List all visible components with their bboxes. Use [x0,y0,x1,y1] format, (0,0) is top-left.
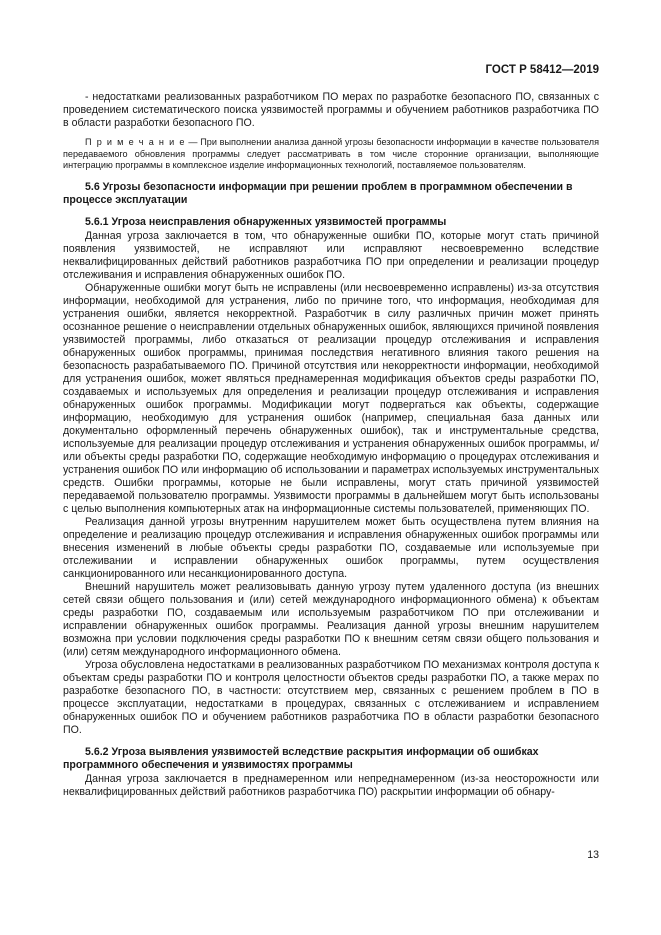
section-5-6-1-paragraph-2: Обнаруженные ошибки могут быть не исправлены (или несвоевременно исправлены) из-за отсутствия информации, необходимой для устранения, либо по причине того, что информация, необходимая для устранения ошибки, является некорректной. Разработчик в силу различных причин может принять осознанное решение о неисправлении отдельных обнаруженных ошибок, являющихся причиной появления уязвимостей программы, либо отказаться от реализации процедур отслеживания и исправления обнаруженных ошибок программы, принимая последствия негативного влияния такого решения на безопасность разрабатываемого ПО. Причиной отсутствия или некорректности информации, необходимой для устранения ошибок, может являться преднамеренная модификация объектов среды разработки ПО, создаваемых и используемых для определения и реализации процедур отслеживания и исправления обнаруженных ошибок программы. Модификации могут подвергаться как объекты, содержащие информацию, необходимую для устранения ошибок (например, специальная база данных или документально оформленный перечень обнаруженных ошибок), так и инструментальные средства, используемые для реализации процедур отслеживания и устранения обнаруженных ошибок программы, и/или объекты среды разработки ПО, содержащие необходимую информацию о процедурах отслеживания и устранения ошибок ПО или информацию об использовании и параметрах используемых инструментальных средств. Ошибки программы, которые не были исправлены, могут стать причиной уязвимостей передаваемой пользователю программы. Уязвимости программы в дальнейшем могут быть использованы с целью выполнения компьютерных атак на информационные системы пользователей, применяющих ПО. [63,281,599,515]
section-5-6-1-paragraph-5: Угроза обусловлена недостатками в реализованных разработчиком ПО механизмах контроля доступа к объектам среды разработки ПО и контроля целостности объектов среды разработки ПО, а также мерах по разработке безопасного ПО, в частности: отсутствием мер, связанных с решением проблем в ПО в процессе эксплуатации, недостатками в процедурах, связанных с отслеживанием и исправлением обнаруженных ошибок ПО и обучением работников разработчика ПО в области разработки безопасного ПО. [63,658,599,736]
section-5-6-1-paragraph-1: Данная угроза заключается в том, что обнаруженные ошибки ПО, которые могут стать причиной появления уязвимостей, не исправляют или исправляют несвоевременно вследствие неквалифицированных действий работников разработчика ПО при определении и реализации процедур отслеживания и исправления обнаруженных ошибок ПО. [63,229,599,281]
note-label: П р и м е ч а н и е [85,137,186,147]
page-number: 13 [587,849,599,861]
intro-list-item: - недостатками реализованных разработчиком ПО мерах по разработке безопасного ПО, связанных с проведением систематического поиска уязвимостей программы и обучением работников разработчика ПО в области разработки безопасного ПО. [63,91,599,129]
document-body [63,91,599,799]
document-code: ГОСТ Р 58412—2019 [485,64,599,76]
note-text: — При выполнении анализа данной угрозы безопасности информации в качестве пользователя передаваемого обновления программы следует рассматривать в том числе сторонние организации, выполняющие интеграцию программы в комплексное изделие информационных технологий, поставляемое пользователям. [63,137,600,171]
section-5-6-1-paragraph-3: Реализация данной угрозы внутренним нарушителем может быть осуществлена путем влияния на определение и реализацию процедур отслеживания и исправления обнаруженных ошибок программы или внесения изменений в любые объекты среды разработки ПО, создаваемые или используемые при отслеживании и исправлении обнаруженных ошибок программы, путем осуществления санкционированного или несанкционированного доступа. [63,515,599,580]
note-paragraph [63,137,599,172]
section-5-6-1-heading: 5.6.1 Угроза неисправления обнаруженных уязвимостей программы [85,215,447,228]
section-5-6-heading: 5.6 Угрозы безопасности информации при решении проблем в программном обеспечении в процессе эксплуатации [63,180,573,206]
section-5-6-2-heading: 5.6.2 Угроза выявления уязвимостей вследствие раскрытия информации об ошибках программного обеспечения и уязвимостях программы [63,745,539,771]
section-5-6-1-paragraph-4: Внешний нарушитель может реализовывать данную угрозу путем удаленного доступа (из внешних сетей связи общего пользования и (или) сетей международного информационного обмена) к объектам среды разработки ПО, создаваемым или используемым разработчиком ПО при отслеживании и исправлении обнаруженных ошибок программы. Реализация данной угрозы внешним нарушителем возможна при условии подключения среды разработки ПО к внешним сетям связи общего пользования и (или) сетям международного информационного обмена. [63,580,599,658]
section-5-6-2-paragraph-1: Данная угроза заключается в преднамеренном или непреднамеренном (из-за неосторожности или неквалифицированных действий работников разработчика ПО) раскрытии информации об обнару- [63,772,599,798]
